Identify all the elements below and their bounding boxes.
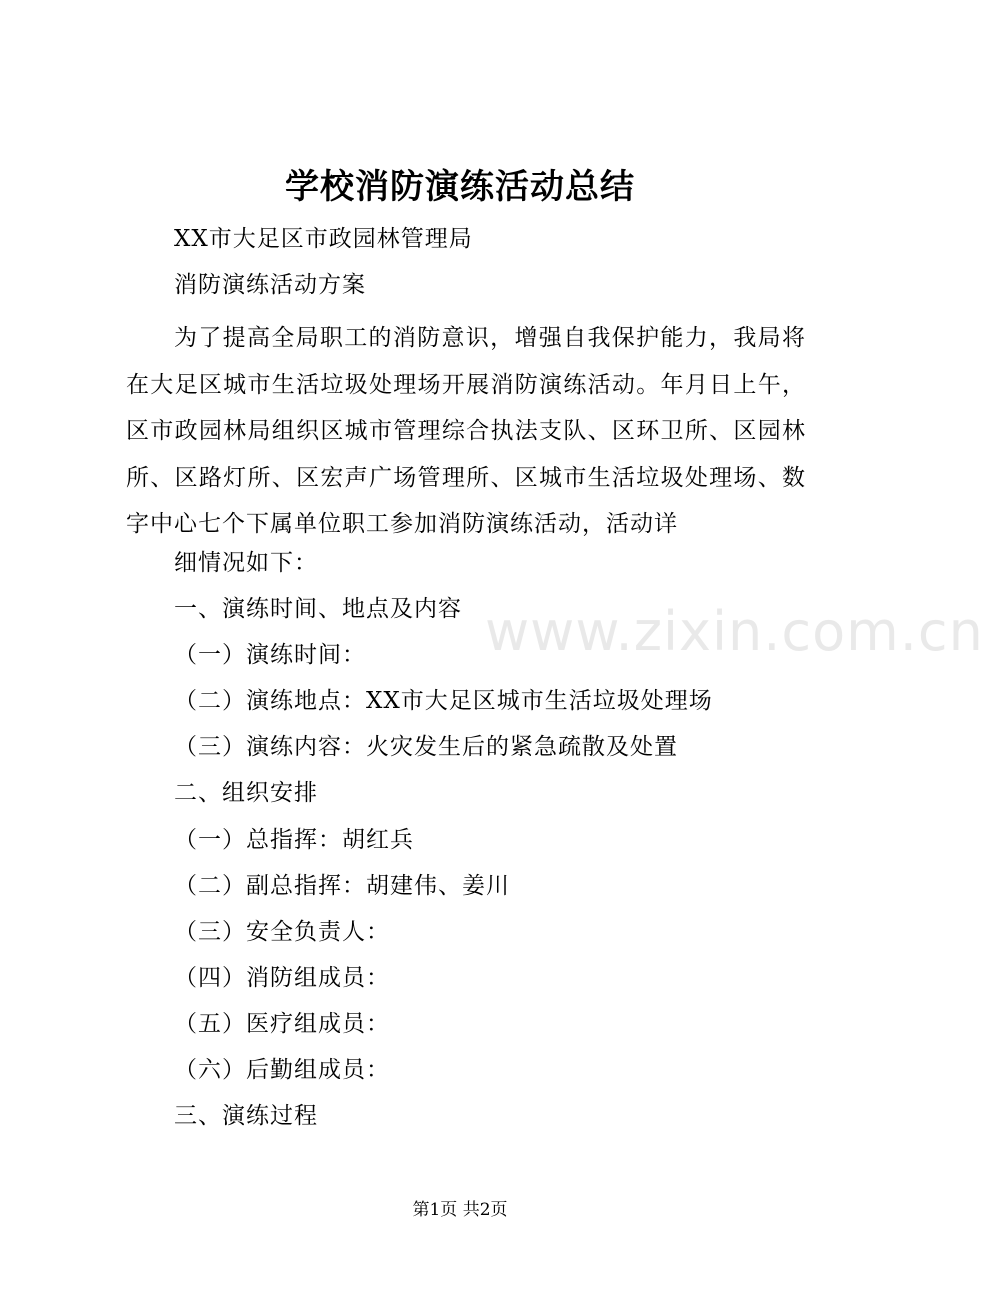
list-item: （五）医疗组成员： — [174, 1011, 390, 1037]
section-heading: 一、演练时间、地点及内容 — [174, 596, 462, 622]
list-item: （一）演练时间： — [174, 642, 366, 668]
org-name-line: XX市大足区市政园林管理局 — [174, 226, 473, 252]
watermark-text: www.zixin.com.cn — [485, 600, 984, 663]
list-item: （三）演练内容：火灾发生后的紧急疏散及处置 — [174, 734, 678, 760]
list-item: （四）消防组成员： — [174, 965, 390, 991]
list-item: （二）演练地点：XX市大足区城市生活垃圾处理场 — [174, 688, 713, 714]
section-heading: 三、演练过程 — [174, 1103, 318, 1129]
list-item: （三）安全负责人： — [174, 919, 390, 945]
section-heading: 二、组织安排 — [174, 780, 318, 806]
page-footer: 第1页 共2页 — [412, 1200, 508, 1220]
plan-title-line: 消防演练活动方案 — [174, 272, 366, 298]
list-item: （六）后勤组成员： — [174, 1057, 390, 1083]
list-item: （二）副总指挥：胡建伟、姜川 — [174, 873, 510, 899]
intro-paragraph: 为了提高全局职工的消防意识，增强自我保护能力，我局将在大足区城市生活垃圾处理场开展消防演练活动。年月日上午，区市政园林局组织区城市管理综合执法支队、区环卫所、区园林所、区路灯所、区宏声广场管理所、区城市生活垃圾处理场、数字中心七个下属单位职工参加消防演练活动，活动详 — [126, 325, 806, 537]
document-title: 学校消防演练活动总结 — [285, 167, 635, 207]
list-item: 细情况如下： — [174, 550, 318, 576]
list-item: （一）总指挥：胡红兵 — [174, 827, 414, 853]
